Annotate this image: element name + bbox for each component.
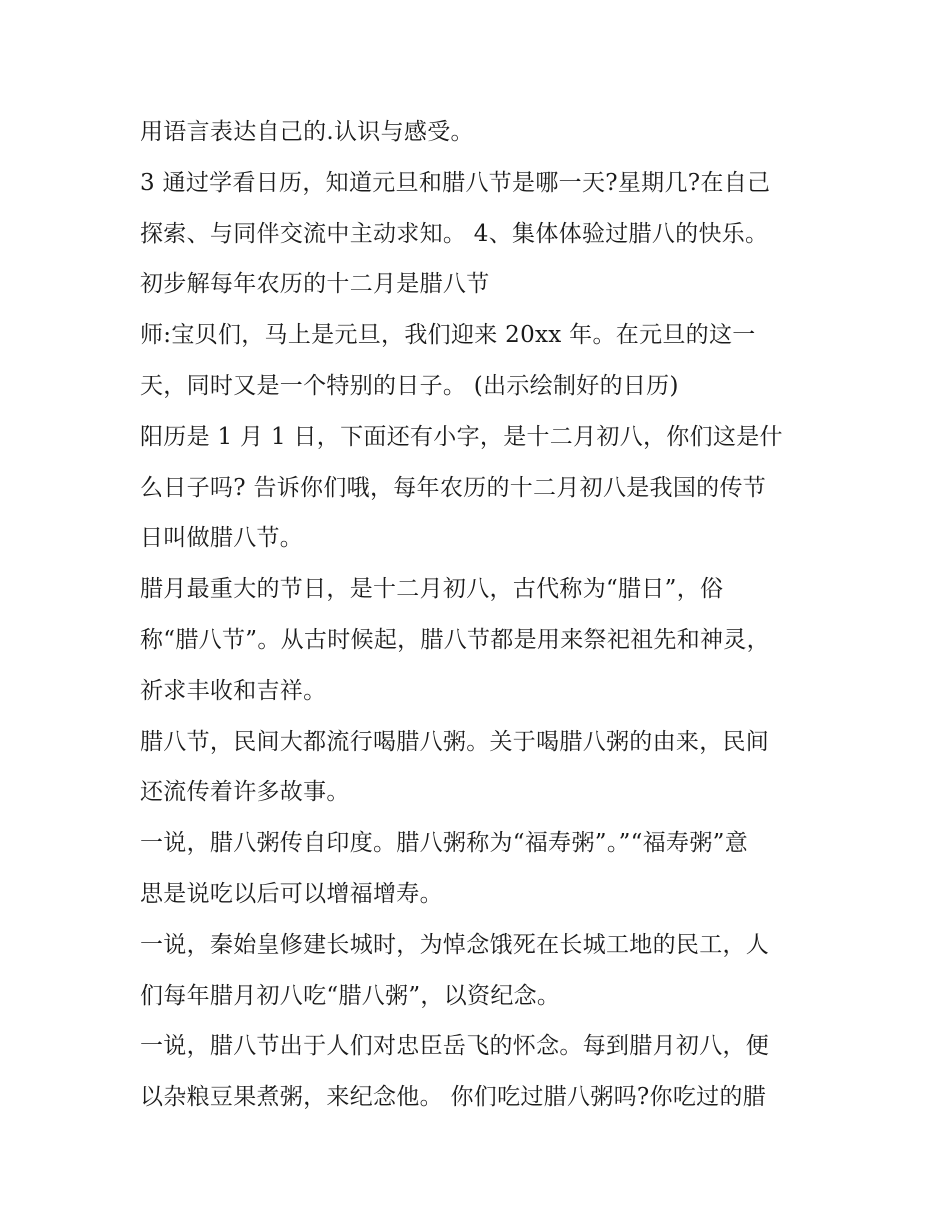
text-line: 还流传着许多故事。 [140,779,350,806]
text-line: 以杂粮豆果煮粥，来纪念他。 你们吃过腊八粥吗?你吃过的腊 [140,1084,767,1111]
text-line: 祈求丰收和吉祥。 [140,677,327,704]
text-line: 一说，腊八粥传自印度。腊八粥称为“福寿粥”。”“福寿粥”意 [140,830,748,857]
text-line: 3 通过学看日历，知道元旦和腊八节是哪一天?星期几?在自己 [140,169,771,196]
text-line: 一说，腊八节出于人们对忠臣岳飞的怀念。每到腊月初八，便 [140,1033,770,1060]
text-line: 初步解每年农历的十二月是腊八节 [140,271,490,298]
text-line: 么日子吗? 告诉你们哦，每年农历的十二月初八是我国的传节 [140,474,767,501]
document-body [140,107,820,1123]
text-line: 称“腊八节”。从古时候起，腊八节都是用来祭祀祖先和神灵， [140,626,770,653]
text-line: 们每年腊月初八吃“腊八粥”，以资纪念。 [140,982,561,1009]
text-line: 一说，秦始皇修建长城时，为悼念饿死在长城工地的民工，人 [140,931,770,958]
text-line: 腊月最重大的节日，是十二月初八，古代称为“腊日”，俗 [140,576,724,603]
text-line: 用语言表达自己的.认识与感受。 [140,119,474,145]
text-line: 思是说吃以后可以增福增寿。 [140,880,443,907]
text-line: 阳历是 1 月 1 日，下面还有小字，是十二月初八，你们这是什 [140,423,783,450]
text-line: 腊八节，民间大都流行喝腊八粥。关于喝腊八粥的由来，民间 [140,728,770,755]
text-line: 天，同时又是一个特别的日子。 (出示绘制好的日历) [140,372,679,399]
text-line: 探索、与同伴交流中主动求知。 4、集体体验过腊八的快乐。 [140,220,769,247]
text-line: 师:宝贝们，马上是元旦，我们迎来 20xx 年。在元旦的这一 [140,322,756,349]
text-line: 日叫做腊八节。 [140,525,304,552]
